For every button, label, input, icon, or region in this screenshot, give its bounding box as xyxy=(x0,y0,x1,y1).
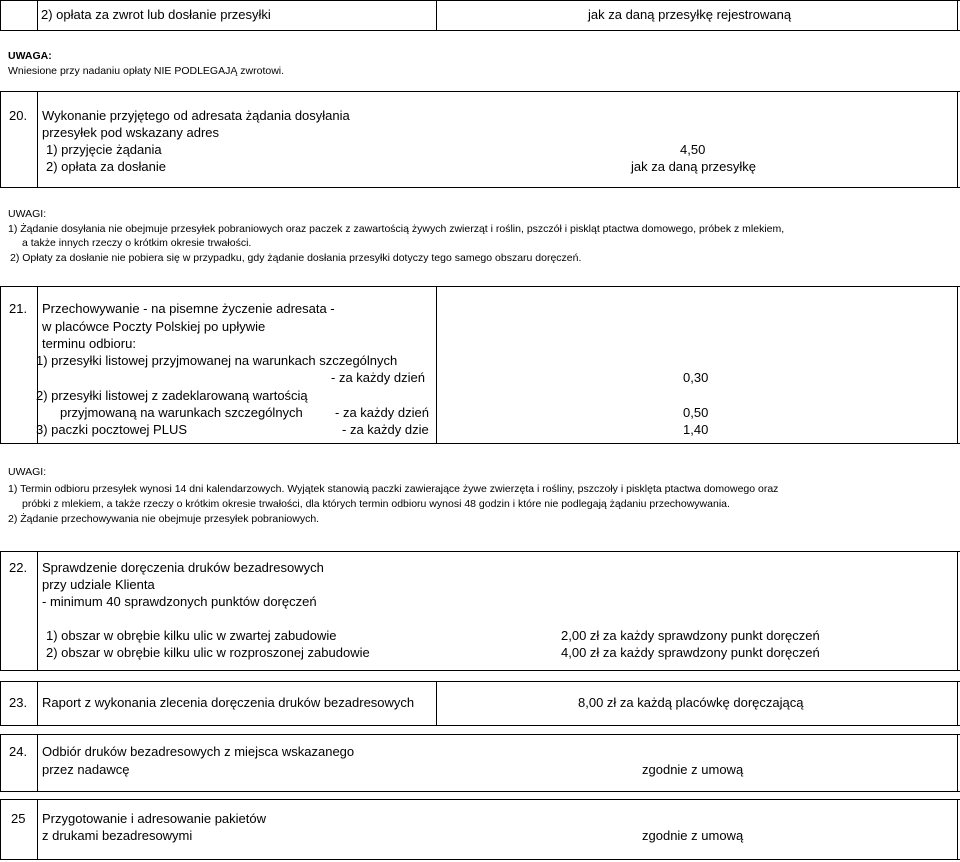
item-text: 1) przyjęcie żądania xyxy=(46,142,162,157)
item-text: terminu odbioru: xyxy=(42,336,136,351)
item-price: 8,00 zł za każdą placówkę doręczającą xyxy=(578,695,804,710)
table-border xyxy=(0,551,960,552)
table-border xyxy=(0,734,1,792)
item-text: - za każdy dzień xyxy=(335,405,429,420)
uwagi-note: a także innych rzeczy o krótkim okresie trwałości. xyxy=(22,237,252,249)
item-text: 2) obszar w obrębie kilku ulic w rozproszonej zabudowie xyxy=(46,645,370,660)
item-text: przesyłek pod wskazany adres xyxy=(42,125,220,140)
uwagi-label: UWAGI: xyxy=(8,466,47,478)
table-border xyxy=(0,286,1,444)
table-border xyxy=(0,799,960,800)
table-border xyxy=(957,681,958,726)
row-top-value: jak za daną przesyłkę rejestrowaną xyxy=(588,7,792,22)
table-border xyxy=(37,681,38,726)
table-border xyxy=(0,791,960,792)
item-title: Raport z wykonania zlecenia doręczenia druków bezadresowych xyxy=(42,695,415,710)
item-text: - za każdy dzie xyxy=(342,422,429,437)
item-text: 1) przesyłki listowej przyjmowanej na warunkach szczególnych xyxy=(36,353,398,368)
item-title: Odbiór druków bezadresowych z miejsca wskazanego xyxy=(42,744,355,759)
table-border xyxy=(0,91,960,92)
table-border xyxy=(957,551,958,671)
table-border xyxy=(0,443,960,444)
table-border xyxy=(957,91,958,188)
uwagi-note: próbki z mlekiem, a także rzeczy o krótkim okresie trwałości, dla których termin odbioru wynosi 48 godzin i które nie podlegają żądaniu przechowywania. xyxy=(22,498,730,510)
item-price: zgodnie z umową xyxy=(642,762,744,777)
table-border xyxy=(957,0,958,31)
item-title: Przechowywanie - na pisemne życzenie adresata - xyxy=(42,301,335,316)
table-border xyxy=(37,0,38,31)
table-border xyxy=(0,551,1,671)
table-border xyxy=(436,0,437,31)
table-border xyxy=(37,799,38,860)
table-border xyxy=(0,670,960,671)
item-text: 2) opłata za dosłanie xyxy=(46,159,166,174)
uwaga-text: Wniesione przy nadaniu opłaty NIE PODLEGAJĄ zwrotowi. xyxy=(8,65,285,77)
row-top-label: 2) opłata za zwrot lub dosłanie przesyłki xyxy=(41,7,271,22)
item-title: Wykonanie przyjętego od adresata żądania dosyłania xyxy=(42,108,350,123)
table-border xyxy=(37,551,38,671)
table-border xyxy=(957,799,958,860)
table-border xyxy=(0,187,960,188)
item-number: 25 xyxy=(11,811,26,826)
item-text: 2) przesyłki listowej z zadeklarowaną wartością xyxy=(36,388,308,403)
table-border xyxy=(436,681,437,726)
item-number: 24. xyxy=(9,744,28,759)
item-price: 0,50 xyxy=(683,405,709,420)
item-text: przyjmowaną na warunkach szczególnych xyxy=(60,405,303,420)
table-border xyxy=(37,734,38,792)
item-title: Przygotowanie i adresowanie pakietów xyxy=(42,811,267,826)
item-price: 1,40 xyxy=(683,422,709,437)
item-text: 3) paczki pocztowej PLUS xyxy=(36,422,188,437)
uwagi-note: 2) Żądanie przechowywania nie obejmuje przesyłek pobraniowych. xyxy=(8,513,320,525)
uwagi-note: 2) Opłaty za dosłanie nie pobiera się w przypadku, gdy żądanie dosłania przesyłki dotyczy tego samego obszaru doręczeń. xyxy=(10,252,582,264)
table-border xyxy=(0,859,960,860)
uwagi-label: UWAGI: xyxy=(8,208,47,220)
table-border xyxy=(436,286,437,444)
uwagi-note: 1) Żądanie dosyłania nie obejmuje przesyłek pobraniowych oraz paczek z zawartością żywych zwierząt i roślin, pszczół i piskląt ptactwa domowego, próbek z mlekiem, xyxy=(8,223,785,235)
item-text: z drukami bezadresowymi xyxy=(42,828,193,843)
item-number: 23. xyxy=(9,695,28,710)
table-border xyxy=(957,286,958,444)
table-border xyxy=(0,799,1,860)
item-text: przez nadawcę xyxy=(42,762,130,777)
table-border xyxy=(0,0,960,1)
table-border xyxy=(0,734,960,735)
item-price: 0,30 xyxy=(683,370,709,385)
item-price: 2,00 zł za każdy sprawdzony punkt doręczeń xyxy=(561,628,820,643)
item-text: przy udziale Klienta xyxy=(42,577,155,592)
item-text: - za każdy dzień xyxy=(331,370,425,385)
item-title: Sprawdzenie doręczenia druków bezadresowych xyxy=(42,560,324,575)
item-number: 22. xyxy=(9,560,28,575)
table-border xyxy=(37,91,38,188)
uwaga-label: UWAGA: xyxy=(8,50,52,62)
item-number: 20. xyxy=(9,108,28,123)
table-border xyxy=(0,91,1,188)
table-border xyxy=(0,681,1,726)
item-price: zgodnie z umową xyxy=(642,828,744,843)
item-price: 4,50 xyxy=(680,142,706,157)
table-border xyxy=(957,734,958,792)
item-price: jak za daną przesyłkę xyxy=(631,159,757,174)
table-border xyxy=(0,0,1,31)
item-text: w placówce Poczty Polskiej po upływie xyxy=(42,319,266,334)
table-border xyxy=(0,30,960,31)
table-border xyxy=(0,681,960,682)
uwagi-note: 1) Termin odbioru przesyłek wynosi 14 dni kalendarzowych. Wyjątek stanowią paczki zawierające żywe zwierzęta i rośliny, pszczoły i pisklęta ptactwa domowego oraz xyxy=(8,483,779,495)
table-border xyxy=(0,725,960,726)
item-number: 21. xyxy=(9,301,28,316)
table-border xyxy=(0,286,960,287)
item-text: - minimum 40 sprawdzonych punktów doręczeń xyxy=(42,594,317,609)
item-price: 4,00 zł za każdy sprawdzony punkt doręczeń xyxy=(561,645,820,660)
item-text: 1) obszar w obrębie kilku ulic w zwartej zabudowie xyxy=(46,628,337,643)
